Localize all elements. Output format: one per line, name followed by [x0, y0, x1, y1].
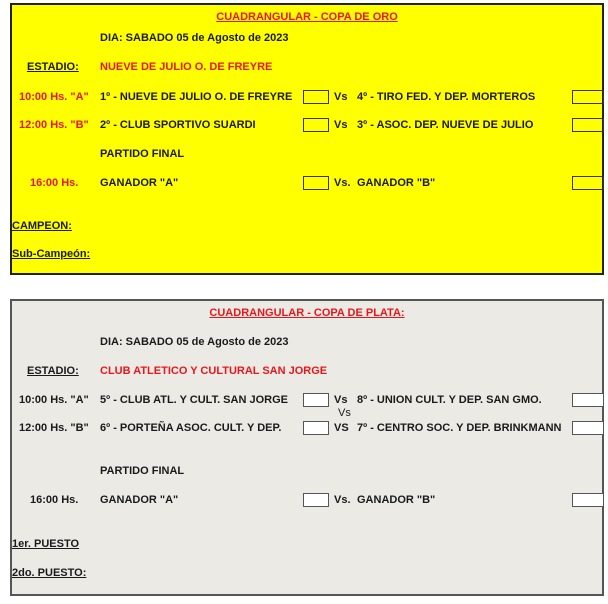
silver-match1-score1-box[interactable] — [303, 393, 329, 407]
gold-match1-time: 10:00 Hs. "A" — [19, 91, 89, 103]
silver-match2-vs: VS — [334, 422, 349, 434]
gold-match2-time: 12:00 Hs. "B" — [19, 119, 89, 131]
gold-match1-team2: 4º - TIRO FED. Y DEP. MORTEROS — [357, 91, 536, 103]
silver-final-score2-box[interactable] — [572, 493, 604, 507]
silver-second-place-label: 2do. PUESTO: — [12, 567, 87, 579]
silver-title: CUADRANGULAR - COPA DE PLATA: — [209, 307, 405, 319]
copa-de-plata-panel — [10, 299, 604, 596]
silver-match2-time: 12:00 Hs. "B" — [19, 422, 89, 434]
silver-first-place-label: 1er. PUESTO — [12, 538, 80, 550]
silver-match1-time: 10:00 Hs. "A" — [19, 394, 89, 406]
gold-match2-team1: 2º - CLUB SPORTIVO SUARDI — [100, 119, 256, 131]
gold-match1-score1-box[interactable] — [303, 90, 329, 104]
silver-stadium-value: CLUB ATLETICO Y CULTURAL SAN JORGE — [100, 365, 328, 377]
gold-match1-team1: 1º - NUEVE DE JULIO O. DE FREYRE — [100, 91, 293, 103]
silver-final-label: PARTIDO FINAL — [100, 465, 185, 477]
gold-final-label: PARTIDO FINAL — [100, 148, 185, 160]
silver-stadium-label: ESTADIO: — [27, 365, 79, 377]
silver-date: DIA: SABADO 05 de Agosto de 2023 — [100, 336, 289, 348]
silver-match2-score2-box[interactable] — [572, 421, 604, 435]
silver-match2-team1: 6º - PORTEÑA ASOC. CULT. Y DEP. — [100, 422, 282, 434]
gold-match1-score2-box[interactable] — [572, 90, 604, 104]
gold-final-score2-box[interactable] — [572, 176, 604, 190]
gold-match1-vs: Vs — [334, 91, 348, 103]
silver-match1-score2-box[interactable] — [572, 393, 604, 407]
gold-final-time: 16:00 Hs. — [30, 177, 79, 189]
silver-match2-score1-box[interactable] — [303, 421, 329, 435]
gold-stadium-value: NUEVE DE JULIO O. DE FREYRE — [100, 61, 273, 73]
gold-final-team2: GANADOR "B" — [357, 177, 436, 189]
gold-match2-team2: 3º - ASOC. DEP. NUEVE DE JULIO — [357, 119, 534, 131]
gold-final-vs: Vs. — [334, 177, 351, 189]
gold-date: DIA: SABADO 05 de Agosto de 2023 — [100, 32, 289, 44]
gold-champion-label: CAMPEON: — [12, 220, 72, 232]
silver-final-team1: GANADOR "A" — [100, 494, 179, 506]
gold-runnerup-label: Sub-Campeón: — [12, 248, 91, 260]
silver-match1-team2: 8º - UNION CULT. Y DEP. SAN GMO. — [357, 394, 542, 406]
silver-match1-vs: Vs — [334, 394, 348, 406]
gold-final-score1-box[interactable] — [303, 176, 329, 190]
gold-match2-score1-box[interactable] — [303, 118, 329, 132]
gold-final-team1: GANADOR "A" — [100, 177, 179, 189]
gold-match2-score2-box[interactable] — [572, 118, 604, 132]
silver-final-score1-box[interactable] — [303, 493, 329, 507]
silver-match1-team1: 5º - CLUB ATL. Y CULT. SAN JORGE — [100, 394, 288, 406]
silver-final-team2: GANADOR "B" — [357, 494, 436, 506]
silver-final-vs: Vs. — [334, 494, 351, 506]
gold-stadium-label: ESTADIO: — [27, 61, 79, 73]
silver-match1-vs-extra: Vs — [338, 407, 351, 419]
silver-final-time: 16:00 Hs. — [30, 494, 79, 506]
gold-title: CUADRANGULAR - COPA DE ORO — [216, 11, 398, 23]
silver-match2-team2: 7º - CENTRO SOC. Y DEP. BRINKMANN — [357, 422, 562, 434]
gold-match2-vs: Vs — [334, 119, 348, 131]
copa-de-oro-panel — [10, 3, 604, 275]
